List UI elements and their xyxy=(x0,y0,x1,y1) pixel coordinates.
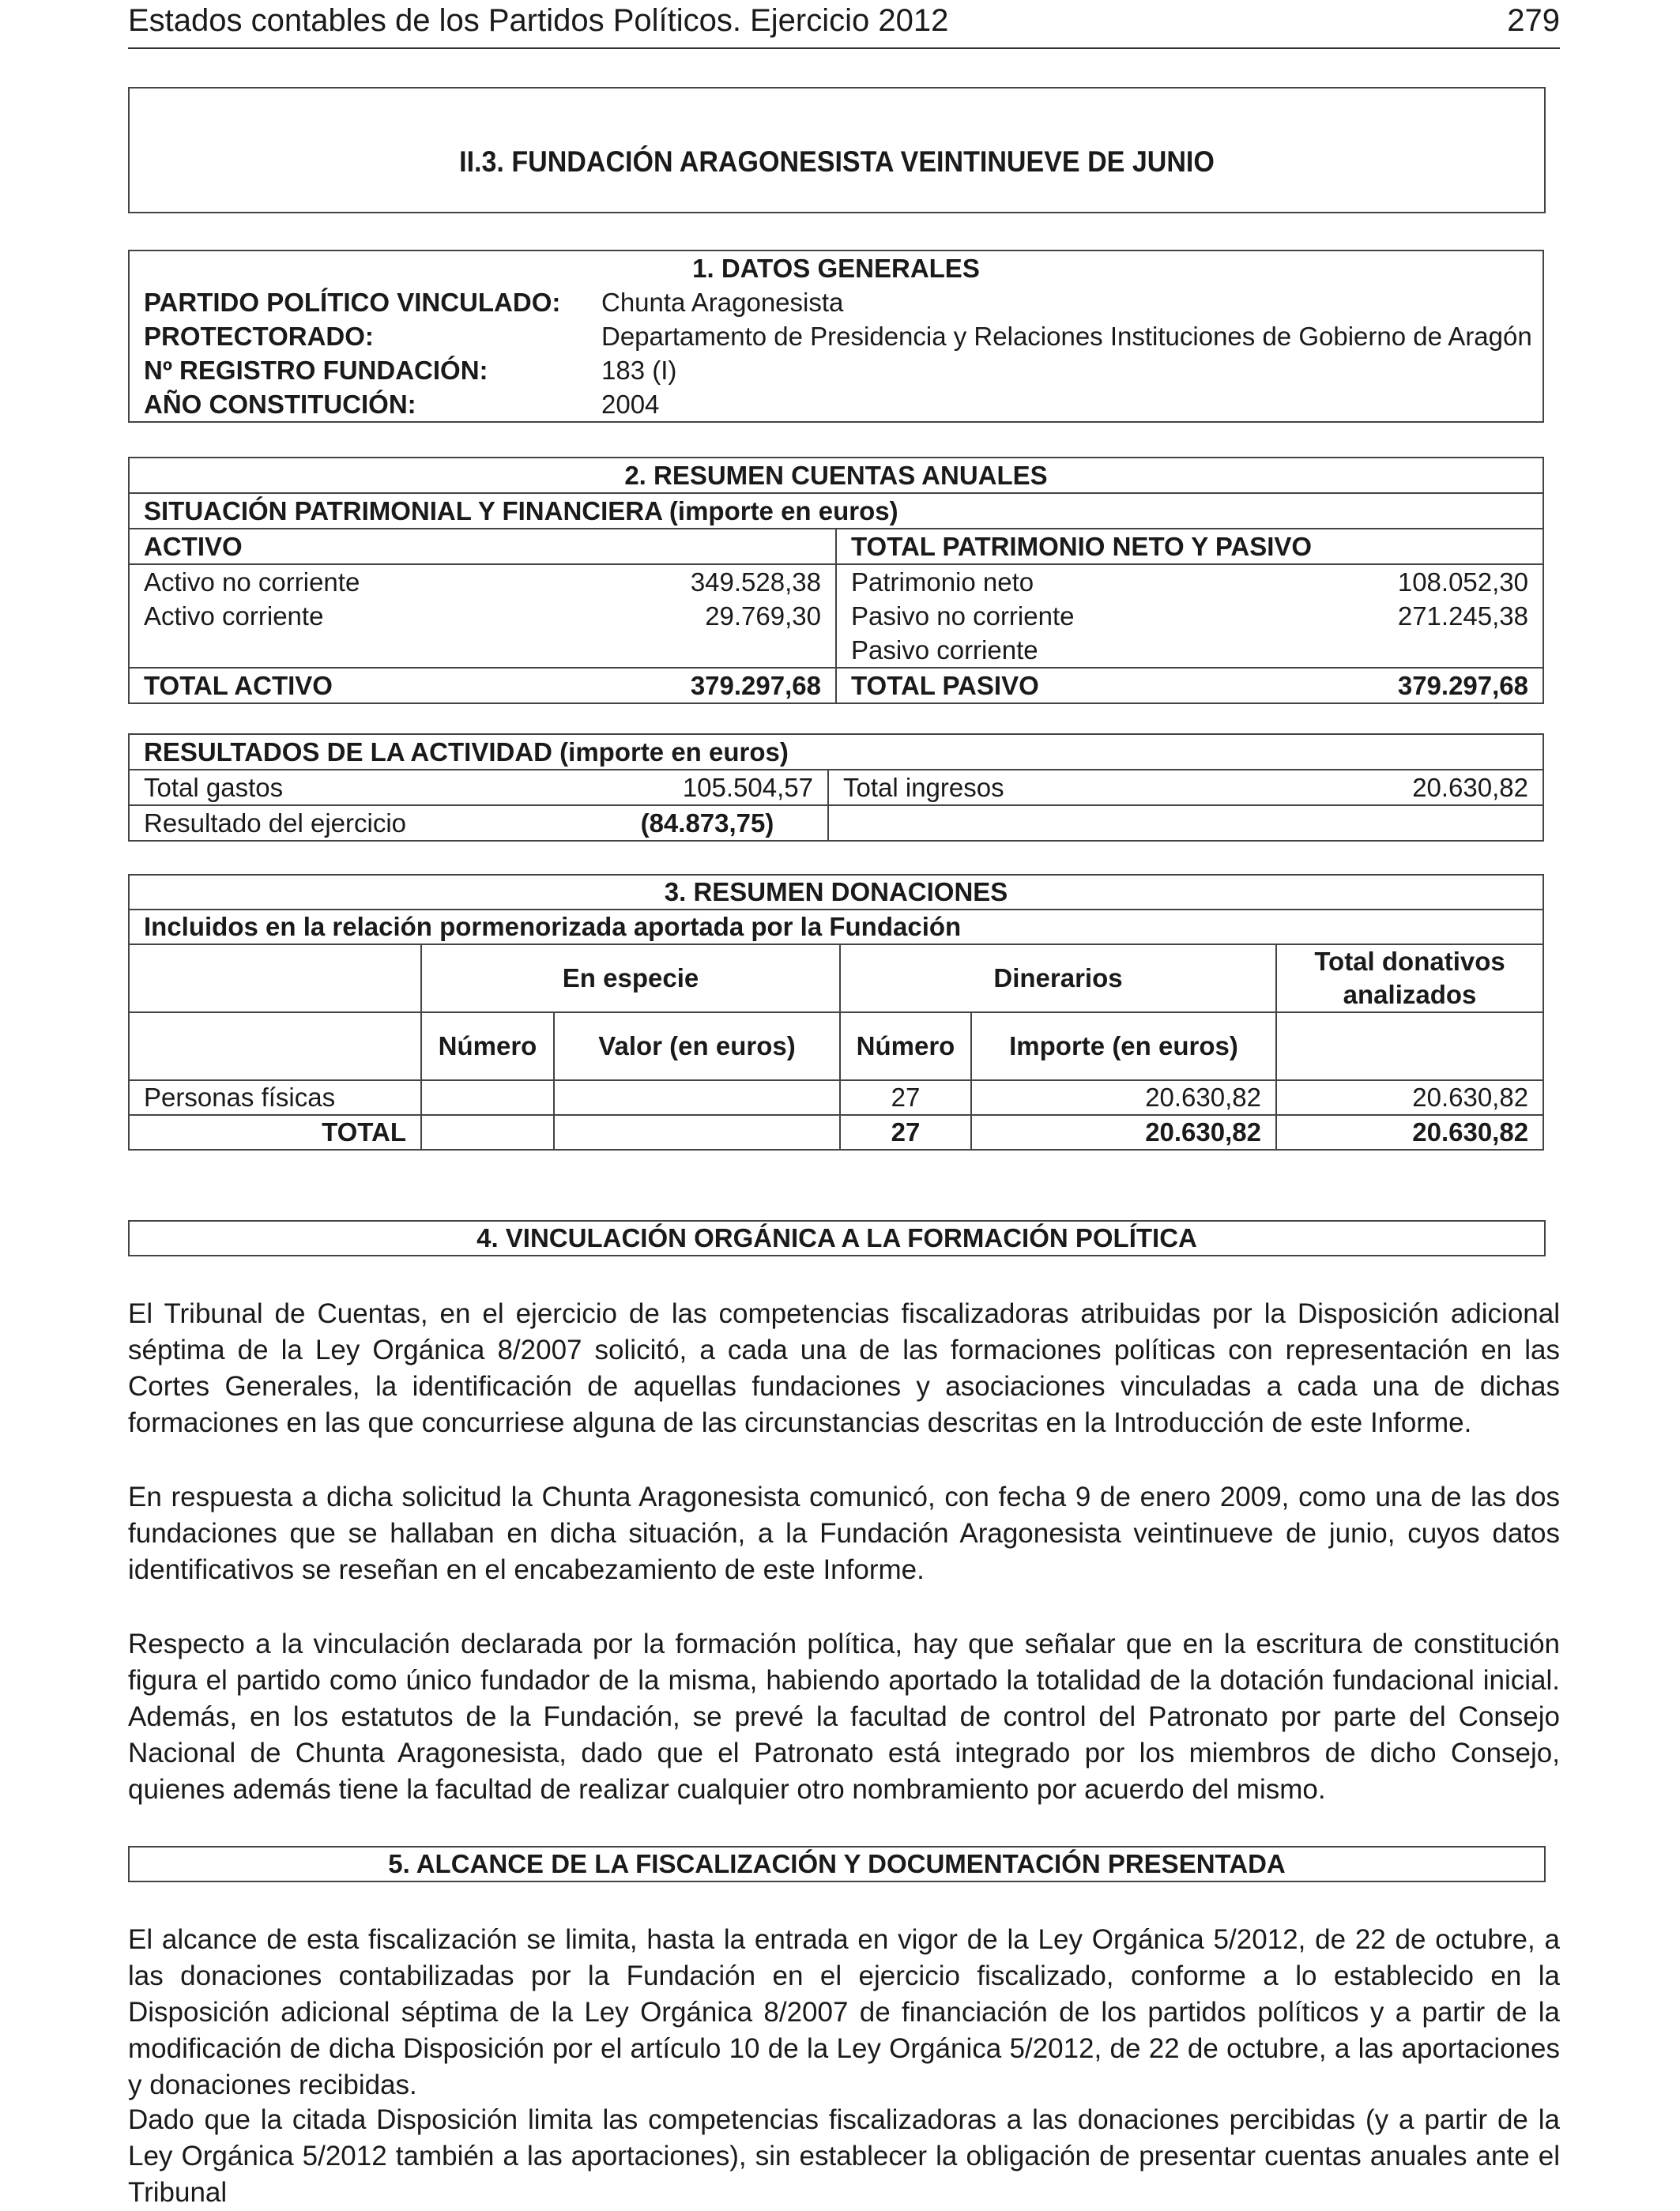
total-esp-valor xyxy=(554,1115,840,1150)
table-row xyxy=(129,319,1543,353)
col-total-donativos: Total donativos analizados xyxy=(1276,944,1543,1012)
datos-label: Nº REGISTRO FUNDACIÓN: xyxy=(144,356,488,385)
col-valor: Valor (en euros) xyxy=(554,1012,840,1080)
col-importe: Importe (en euros) xyxy=(971,1012,1276,1080)
resumen-cuentas-table xyxy=(128,457,1544,704)
table-row xyxy=(129,599,1543,633)
datos-value: Departamento de Presidencia y Relaciones Instituciones de Gobierno de Aragón xyxy=(601,322,1532,351)
datos-label: PROTECTORADO: xyxy=(144,322,374,351)
gastos-label: Total gastos xyxy=(129,770,587,805)
datos-value: Chunta Aragonesista xyxy=(601,288,844,317)
col-numero-especie: Número xyxy=(421,1012,554,1080)
pasivo-value: 271.245,38 xyxy=(1397,601,1529,631)
paragraph: El Tribunal de Cuentas, en el ejercicio de las competencias fiscalizadoras atribuidas por la Disposición adicional séptima de la Ley Orgánica 8/2007 solicitó, a cada una de las formaciones políticas con representación en las Cortes Generales, la identificación de aquellas fundaciones y asociaciones vinculadas a cada una de dichas formaciones en las que concurriese alguna de las circunstancias descritas en la Introducción de este Informe. xyxy=(128,1298,1560,1438)
total-din-importe: 20.630,82 xyxy=(971,1115,1276,1150)
col-numero-dinerarios: Número xyxy=(840,1012,971,1080)
pasivo-label: Pasivo corriente xyxy=(851,635,1038,665)
pasivo-label: Patrimonio neto xyxy=(851,567,1034,597)
resumen-cuentas-heading: 2. RESUMEN CUENTAS ANUALES xyxy=(129,458,1543,493)
empty-cell xyxy=(1276,1012,1543,1080)
activo-heading: ACTIVO xyxy=(129,529,836,564)
total-donativos-sum: 20.630,82 xyxy=(1276,1115,1543,1150)
activo-value: 349.528,38 xyxy=(587,564,836,599)
datos-generales-table xyxy=(128,250,1544,423)
activo-label xyxy=(129,633,587,668)
donaciones-table xyxy=(128,874,1544,1151)
din-importe: 20.630,82 xyxy=(971,1080,1276,1115)
pasivo-value xyxy=(1310,633,1543,668)
col-dinerarios: Dinerarios xyxy=(840,944,1276,1012)
table-row xyxy=(129,564,1543,599)
paragraph: Respecto a la vinculación declarada por la formación política, hay que señalar que en la escritura de constitución figura el partido como único fundador de la misma, habiendo aportado la totalidad de la dotación fundacional inicial. Además, en los estatutos de la Fundación, se prevé la facultad de control del Patronato por parte del Consejo Nacional de Chunta Aragonesista, dado que el Patronato está integrado por los miembros de dicho Consejo, quienes además tiene la facultad de realizar cualquier otro nombramiento por acuerdo del mismo. xyxy=(128,1629,1560,1805)
section-4-heading: 4. VINCULACIÓN ORGÁNICA A LA FORMACIÓN POLÍTICA xyxy=(128,1220,1546,1256)
row-label: Personas físicas xyxy=(129,1080,421,1115)
table-row xyxy=(129,1080,1543,1115)
situacion-patrimonial-heading: SITUACIÓN PATRIMONIAL Y FINANCIERA (importe en euros) xyxy=(129,493,1543,529)
section-title: II.3. FUNDACIÓN ARAGONESISTA VEINTINUEVE DE JUNIO xyxy=(459,145,1215,178)
running-header xyxy=(128,0,1560,49)
donaciones-heading: 3. RESUMEN DONACIONES xyxy=(129,875,1543,910)
table-row xyxy=(129,387,1543,422)
resultado-value: (84.873,75) xyxy=(587,805,828,841)
total-label: TOTAL xyxy=(129,1115,421,1150)
din-numero: 27 xyxy=(840,1080,971,1115)
pasivo-value: 108.052,30 xyxy=(1397,567,1529,597)
total-row xyxy=(129,1115,1543,1150)
resultado-label: Resultado del ejercicio xyxy=(144,808,407,838)
total-pasivo-label: TOTAL PASIVO xyxy=(836,668,1310,703)
total-row xyxy=(129,668,1543,703)
running-header-title: Estados contables de los Partidos Políticos. Ejercicio 2012 xyxy=(128,3,949,38)
donaciones-subheading: Incluidos en la relación pormenorizada aportada por la Fundación xyxy=(129,910,1543,944)
total-esp-numero xyxy=(421,1115,554,1150)
activo-value: 29.769,30 xyxy=(587,599,836,633)
esp-valor xyxy=(554,1080,840,1115)
paragraph: Dado que la citada Disposición limita las competencias fiscalizadoras a las donaciones percibidas (y a partir de la Ley Orgánica 5/2012 también a las aportaciones), sin establecer la obligación de presentar cuentas anuales ante el Tribunal xyxy=(128,2104,1560,2208)
resultados-heading: RESULTADOS DE LA ACTIVIDAD (importe en euros) xyxy=(129,734,1543,770)
paragraph: El alcance de esta fiscalización se limita, hasta la entrada en vigor de la Ley Orgánica 5/2012, de 22 de octubre, a las donaciones contabilizadas por la Fundación en el ejercicio fiscalizado, conforme a lo establecido en la Disposición adicional séptima de la Ley Orgánica 8/2007 de financiación de los partidos políticos y a partir de la modificación de dicha Disposición por el artículo 10 de la Ley Orgánica 5/2012, de 22 de octubre, a las aportaciones y donaciones recibidas. xyxy=(128,1924,1560,2100)
ingresos-label: Total ingresos xyxy=(828,770,1310,805)
paragraph: En respuesta a dicha solicitud la Chunta Aragonesista comunicó, con fecha 9 de enero 2009, como una de las dos fundaciones que se hallaban en dicha situación, a la Fundación Aragonesista veintinueve de junio, cuyos datos identificativos se reseñan en el encabezamiento de este Informe. xyxy=(128,1482,1560,1585)
page-number: 279 xyxy=(1507,3,1560,38)
table-row xyxy=(129,353,1543,387)
empty-cell xyxy=(129,944,421,1012)
activo-label: Activo corriente xyxy=(144,601,324,631)
table-row xyxy=(129,633,1543,668)
resultados-table xyxy=(128,733,1544,842)
total-din-numero: 27 xyxy=(840,1115,971,1150)
activo-value xyxy=(587,633,836,668)
empty-cell xyxy=(828,805,1543,841)
table-row xyxy=(129,285,1543,319)
empty-cell xyxy=(129,1012,421,1080)
datos-label: PARTIDO POLÍTICO VINCULADO: xyxy=(144,288,561,317)
total-activo-label: TOTAL ACTIVO xyxy=(129,668,587,703)
total-donativos: 20.630,82 xyxy=(1276,1080,1543,1115)
section-title-box xyxy=(128,87,1546,213)
gastos-value: 105.504,57 xyxy=(587,770,828,805)
pasivo-label: Pasivo no corriente xyxy=(851,601,1075,631)
total-pasivo-value: 379.297,68 xyxy=(1310,668,1543,703)
datos-value: 183 (I) xyxy=(601,356,677,385)
ingresos-value: 20.630,82 xyxy=(1310,770,1543,805)
activo-label: Activo no corriente xyxy=(144,567,360,597)
datos-generales-heading: 1. DATOS GENERALES xyxy=(692,254,980,283)
pasivo-heading: TOTAL PATRIMONIO NETO Y PASIVO xyxy=(836,529,1543,564)
table-row xyxy=(129,770,1543,805)
table-row xyxy=(129,805,1543,841)
datos-label: AÑO CONSTITUCIÓN: xyxy=(144,390,416,419)
col-en-especie: En especie xyxy=(421,944,840,1012)
esp-numero xyxy=(421,1080,554,1115)
section-5-heading: 5. ALCANCE DE LA FISCALIZACIÓN Y DOCUMENTACIÓN PRESENTADA xyxy=(128,1846,1546,1882)
datos-value: 2004 xyxy=(601,390,660,419)
total-activo-value: 379.297,68 xyxy=(587,668,836,703)
